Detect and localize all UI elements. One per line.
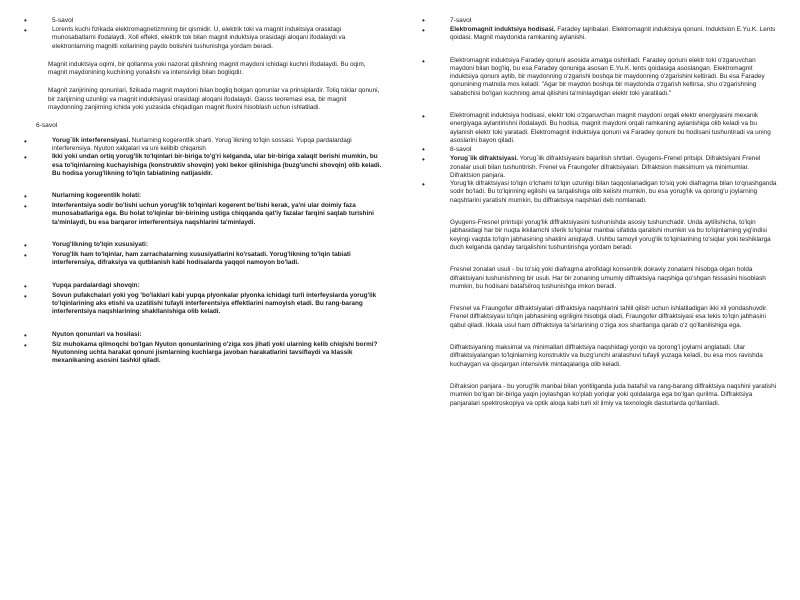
- list-item: [420, 180, 780, 205]
- list-item: [420, 26, 780, 43]
- subheading-tolqin: Yorug'likning to'lqin xususiyati:: [52, 241, 148, 249]
- bullet: •: [422, 56, 425, 66]
- bullet: •: [24, 202, 27, 212]
- paragraph-magnit-zanjir: Magnit zanjirining qonunlari, fizikada magnit maydoni bilan bogliq bolgan qonunlar va prinsiplardir. Toliq toklar qonuni, bir zanjirning uzunligi va magnit induktsiyasi orasidagi aloqani ifodalaydi. Gauss teoremasi esa, bir magnit maydonning zanjirning ichida yoki yuzasida chiqadigan magnit fluxini hisoblash uchun ishlatiladi.: [48, 87, 380, 112]
- list-item: [22, 16, 382, 26]
- question-heading-8: 8-savol: [450, 146, 472, 154]
- paragraph-gyugens-fresnel: Gyugens-Fresnel printsipi yorug'lik diffraktsiyasini tushunishda asosiy tushunchadir. Unda aytilishicha, to'lqin jabhasidagi har bir nuqta ikkilamchi sferik to'lqinlar manbai sifatida qaralishi mumkin va bu to'lqinlarning yig'indisi keyingi vaqtda to'lqin jabhasining shaklini aniqlaydi. Ushbu tamoyil yorug'lik to'lqinlarining to'siqlar yoki teshiklarga duch kelganda qanday tarqalishini tushuntirishga yordam beradi.: [450, 219, 771, 251]
- topic-title: Elektromagnit induktsiya hodisasi.: [450, 26, 556, 33]
- paragraph-yupqa: Sovun pufakchalari yoki yog 'bo'laklari kabi yupqa plyonkalar plyonka ichidagi turli interfeyslarda yorug'lik to'lqinlarining aks etishi va uzatilishi tufayli interferentsiya effektlarini namoyish etadi. Bu rang-barang interferentsiya naqshlarining shakllanishiga olib keladi.: [52, 291, 377, 316]
- topic-subtitle: Yorug`lik difraktsiyasini bajarilish shrtlari. Gyugens-Frenel pritsipi. Difraktsiyani Frenel zonalar usuli bilan tushuntirish. Frenel va Fraungofer difraktsiyalari. Difraktsion maksimum va minimumlar. Difraktsion panjara.: [450, 155, 761, 179]
- question-heading-6: 6-savol: [36, 122, 58, 130]
- paragraph-tolqin: Yorug'lik ham to'lqinlar, ham zarrachalarning xususiyatlarini ko'rsatadi. Yorug'likning to'lqin tabiati interferensiya, difraksiya va qutblanish kabi hodisalarda yaqqol namoyon bo'ladi.: [52, 251, 351, 267]
- bullet: •: [24, 340, 27, 350]
- paragraph-nyuton: Siz muhokama qilmoqchi bo'lgan Nyuton qonunlarining o'ziga xos jihati yoki ularning kelib chiqishi bormi? Nyutonning uchta harakat qonuni jismlarning kuchlarga javoban harakatlarini tavsiflaydi va klassik mexanikaning asosini tashkil qiladi.: [52, 340, 378, 365]
- right-column: [420, 16, 780, 408]
- paragraph-lorents: Lorents kuchi fizikada elektromagnetizmning bir qismidir. U, elektrik toki va magnit induktsiya orasidagi munosabatlarni ifodalaydi. Xoll effekti, elektrik tok bilan magnit induktsiya orasidagi aloqani ifodalaydi va elektronlarning magnitli xollarining paydo bolishini tushunishga yordam beradi.: [52, 26, 346, 50]
- list-item: [22, 251, 382, 268]
- topic-title: Yorug`lik interferensiyasi.: [52, 136, 131, 144]
- bullet: •: [24, 251, 27, 261]
- bullet: •: [422, 16, 425, 25]
- bullet: •: [24, 281, 27, 291]
- bullet: •: [24, 192, 27, 202]
- list-item: [420, 145, 780, 155]
- subheading-yupqa: Yupqa pardalardagi shovqin:: [52, 281, 140, 289]
- bullet: •: [24, 291, 27, 301]
- list-item: [22, 241, 382, 251]
- list-item: [22, 192, 382, 202]
- list-item: [22, 137, 382, 154]
- bullet: •: [422, 155, 425, 165]
- paragraph-difraktsiya: Yorug'lik difraktsiyasi to'lqin o'lchami to'lqin uzunligi bilan taqqoslanadigan to'siq yoki diafragma bilan to'qnashganda sodir bo'ladi. Bu to'lqinning egilishi va tarqalishiga olib kelishi mumkin, bu esa yorug'lik va qorong'u joylarning naqshlarini yaratishi mumkin, bu diffraktsiya naqshlari deb nomlanadi.: [450, 180, 777, 204]
- list-item: [22, 341, 382, 366]
- bullet: •: [24, 153, 27, 163]
- list-item: [22, 202, 382, 227]
- bullet: •: [422, 112, 425, 122]
- list-item: [22, 292, 382, 317]
- bullet: •: [24, 26, 27, 35]
- paragraph-fresnel-zonalari: Fresnel zonalari usuli - bu to'siq yoki diafragma atrofidagi konsentrik doiraviy zonalarni hisobga olgan holda difraktsiyani tushunishning bir usuli. Har bir zonaning umumiy diffraktsiya naqshiga qo'shgan hissasini hisoblash mumkin, bu hodisani batafsilroq tushunishga imkon beradi.: [450, 266, 766, 290]
- list-item: [420, 16, 780, 26]
- list-item: [22, 26, 382, 51]
- bullet: •: [24, 16, 27, 25]
- bullet: •: [24, 241, 27, 251]
- list-item: [420, 57, 780, 98]
- question-heading-5: 5-savol: [52, 17, 74, 24]
- list-item: [22, 282, 382, 292]
- paragraph-magnit-oqimi: Magnit induktsiya oqimi, bir qollanma yoki nazorat qilishning magnit maydoni ichidagi kuchni ifodalaydi. Bu oqim, magnit maydonining kuchining yonalishi va intensivligi bilan bogliqdir.: [48, 60, 366, 77]
- list-item: [22, 153, 382, 178]
- list-item: [22, 331, 382, 341]
- subheading-nyuton: Nyuton qonunlari va hosilasi:: [52, 330, 142, 338]
- paragraph-induktsiya: Elektromagnit induktsiya hodisasi, elektr toki o'zgaruvchan magnit maydoni orqali elektr energiyasini mexanik energiyaga aylantirishni ifodalaydi. Bu hodisa, magnit maydoni orqali ramkaning aylanishiga olib keladi va bu aylanish elektr toki yaratadi. Elektromagnit induktsiya qonuni va Faradey qonuni bu hodisani tushuntiradi va uning asoslarini bayon qiladi.: [450, 112, 771, 144]
- bullet: •: [422, 145, 425, 155]
- topic-subtitle: Faradey tajribalari. Elektromagnit induktsiya qonuni. Induktsion E.Yu.K. Lents qoidasi. Magnit maydonida ramkaning aylanishi.: [450, 26, 776, 42]
- paragraph-interferensiya: Ikki yoki undan ortiq yorug'lik to'lqinlari bir-biriga to'g'ri kelganda, ular bir-biriga xalaqit berishi mumkin, bu esa to'lqinlarning kuchayishiga (konstruktiv shovqin) yoki bekor qilinishiga (buzg'unchi shovqin) olib keladi. Bu hodisa yorug'likning to'lqin tabiatining natijasidir.: [52, 153, 382, 177]
- paragraph-faradey: Elektromagnit induktsiya Faradey qonuni asosida amalga oshiriladi. Faradey qonuni elektr toki o'zgaruvchan maydoni bilan bog'liq, bu esa Faradey qonuniga asosan E.Yu.K. lents qoidasiga asoslangan. Elektromagnit induktsiya qonuni aytib, bir maydonning o'zgarishi boshqa bir maydonning o'zgarishini keltiradi. Bu esa Faradey qonunining matnida mos keladi: "Agar bir maydon boshqa bir maydonda o'zgarish keltirsa, shu o'zgarishning sababchisi bo'lgan kuchning amal qilishini ta'minlaydigan elektr toki yaratiladi.": [450, 56, 765, 97]
- list-item: [420, 155, 780, 180]
- bullet: •: [24, 136, 27, 146]
- bullet: •: [422, 26, 425, 35]
- paragraph-fresnel-fraungofer: Fresnel va Fraungofer diffraktsiyalari diffraktsiya naqshlarini tahlil qilish uchun ishlatiladigan ikki xil yondashuvdir. Frenel diffraktsiyasi to'lqin jabhasining egriligini hisobga oladi, Fraungofer diffraktsiyasi esa tekis to'lqin jabhasini qabul qiladi. Ikkala usul ham diffraktsiya ta'sirlarining o'ziga xos shartlariga qarab o'z qo'llanilishiga ega.: [450, 305, 768, 329]
- paragraph-maksimal-minimal: Diffraktsiyaning maksimal va minimallari diffraktsiya naqshidagi yorqin va qorong'i joylarni anglatadi. Ular diffraktsiyalangan to'lqinlarning konstruktiv va buzg'unchi aralashuvi tufayli yuzaga keladi, bu esa mos ravishda kuchaygan va qisqargan intensivlik mintaqalariga olib keladi.: [450, 344, 763, 368]
- list-item: [420, 112, 780, 145]
- bullet: •: [24, 330, 27, 340]
- paragraph-difraksion-panjara: Difraksion panjara - bu yorug'lik manbai bilan yoritilganda juda batafsil va rang-barang diffraktsiya naqshini yaratishi mumkin bo'lgan bir-biriga yaqin joylashgan ko'plab yoriqlar yoki qoldalarga ega bo'lgan qurilma. Diffraktsiya panjaralari spektroskopiya va optik aloqa kabi turli xil ilmiy va texnologik dasturlarda qo'llaniladi.: [450, 382, 777, 407]
- question-heading-7: 7-savol: [450, 17, 472, 24]
- topic-subtitle: Nurlarning kogerentlik sharti. Yorug`likning to'lqin sossasi. Yupqa pardalardagi interferensiya. Nyuton xalqalari va uni kelibib chiqarish: [52, 136, 352, 152]
- bullet: •: [422, 180, 425, 190]
- left-column: [22, 16, 382, 365]
- topic-title: Yorug`lik difraktsiyasi.: [450, 155, 519, 163]
- subheading-kogerentlik: Nurlarning kogerentlik holati:: [52, 192, 142, 200]
- paragraph-kogerentlik: Interferentsiya sodir bo'lishi uchun yorug'lik to'lqinlari kogerent bo'lishi kerak, ya'ni ular doimiy faza munosabatlariga ega. Bu holat to'lqinlar bir-birining ustiga chiqqanda qat'iy fazalar farqini saqlab turishini ta'minlaydi, bu esa barqaror interferentsiya naqshlarini ta'minlaydi.: [52, 202, 374, 226]
